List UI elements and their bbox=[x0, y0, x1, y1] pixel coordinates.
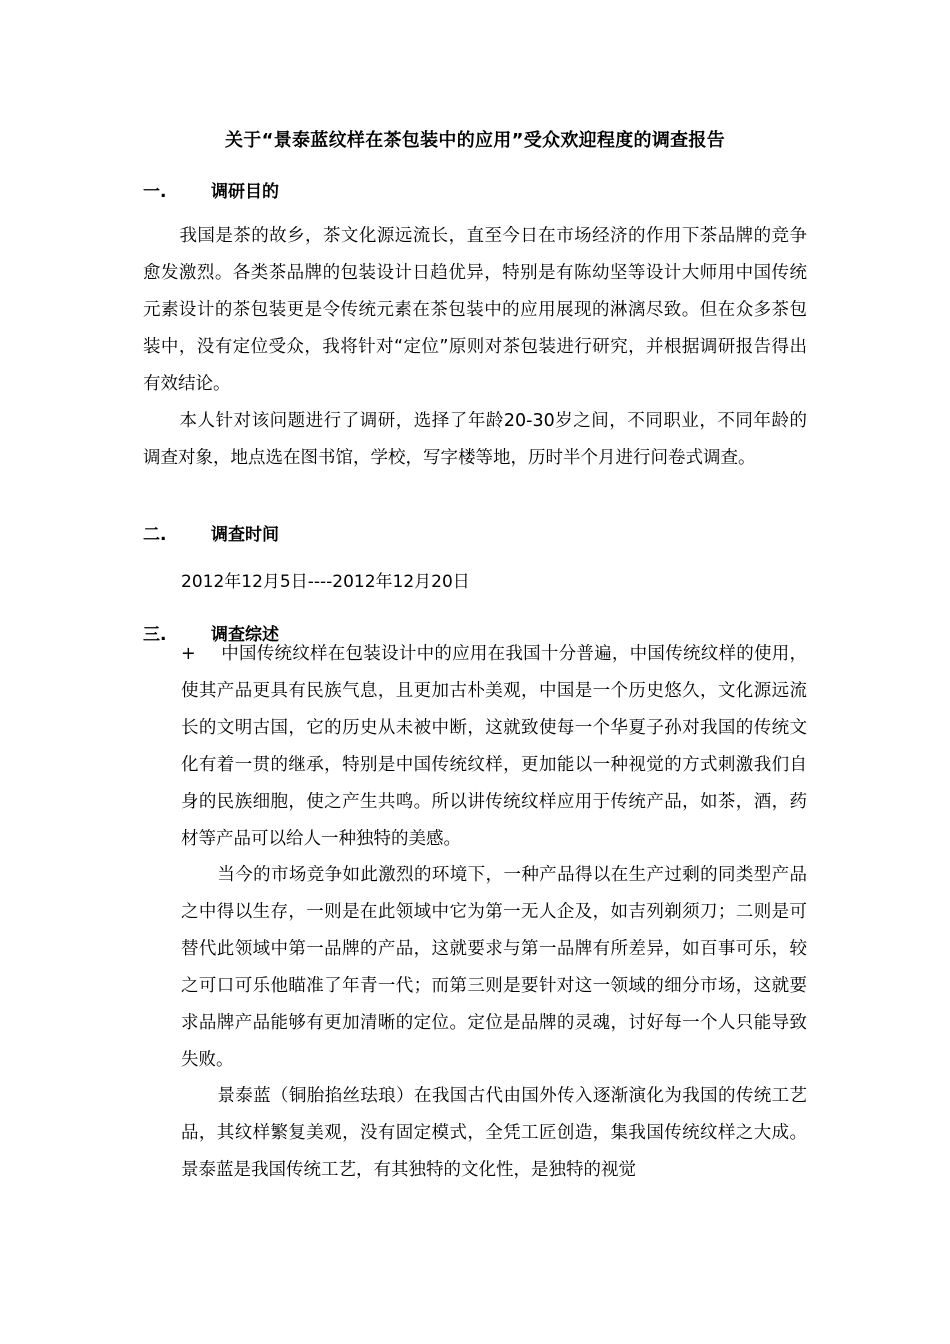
paragraph-purpose-2 bbox=[143, 403, 807, 477]
paragraph-summary-2 bbox=[181, 857, 807, 1079]
paragraph-text: 我国是茶的故乡，茶文化源远流长，直至今日在市场经济的作用下茶品牌的竞争愈发激烈。各类茶品牌的包装设计日趋优异，特别是有陈幼坚等设计大师用中国传统元素设计的茶包装更是令传统元素在茶包装中的应用展现的淋漓尽致。但在众多茶包装中，没有定位受众，我将针对“定位”原则对茶包装进行研究，并根据调研报告得出有效结论。 bbox=[143, 226, 807, 394]
page-title: 关于“景泰蓝纹样在茶包装中的应用”受众欢迎程度的调查报告 bbox=[224, 130, 726, 151]
section-title: 调查综述 bbox=[211, 625, 279, 645]
bullet-marker: + bbox=[181, 644, 196, 664]
paragraph-text: 中国传统纹样在包装设计中的应用在我国十分普遍，中国传统纹样的使用，使其产品更具有民族气息，且更加古朴美观，中国是一个历史悠久，文化源远流长的文明古国，它的历史从未被中断，这就致使每一个华夏子孙对我国的传统文化有着一贯的继承，特别是中国传统纹样，更加能以一种视觉的方式刺激我们自身的民族细胞，使之产生共鸣。所以讲传统纹样应用于传统产品，如茶，酒，药材等产品可以给人一种独特的美感。 bbox=[181, 644, 807, 849]
paragraph-summary-3 bbox=[181, 1078, 807, 1189]
section-title: 调查时间 bbox=[211, 525, 279, 545]
section-number: 一. bbox=[143, 182, 167, 202]
paragraph-text: 当今的市场竞争如此激烈的环境下，一种产品得以在生产过剩的同类型产品之中得以生存，一则是在此领域中它为第一无人企及，如吉列剃须刀；二则是可替代此领域中第一品牌的产品，这就要求与第一品牌有所差异，如百事可乐，较之可口可乐他瞄准了年青一代；而第三则是要针对这一领域的细分市场，这就要求品牌产品能够有更加清晰的定位。定位是品牌的灵魂，讨好每一个人只能导致失败。 bbox=[181, 865, 807, 1070]
section-number: 三. bbox=[143, 625, 167, 645]
paragraph-text: 本人针对该问题进行了调研，选择了年龄20-30岁之间，不同职业，不同年龄的调查对象，地点选在图书馆，学校，写字楼等地，历时半个月进行问卷式调查。 bbox=[143, 411, 807, 468]
section-title: 调研目的 bbox=[211, 182, 279, 202]
paragraph-summary-1 bbox=[181, 636, 807, 858]
survey-date-range: 2012年12月5日----2012年12月20日 bbox=[181, 572, 470, 592]
section-number: 二. bbox=[143, 525, 167, 545]
paragraph-purpose-1 bbox=[143, 218, 807, 403]
paragraph-text: 景泰蓝（铜胎掐丝珐琅）在我国古代由国外传入逐渐演化为我国的传统工艺品，其纹样繁复美观，没有固定模式，全凭工匠创造，集我国传统纹样之大成。景泰蓝是我国传统工艺，有其独特的文化性，是独特的视觉 bbox=[181, 1086, 807, 1180]
